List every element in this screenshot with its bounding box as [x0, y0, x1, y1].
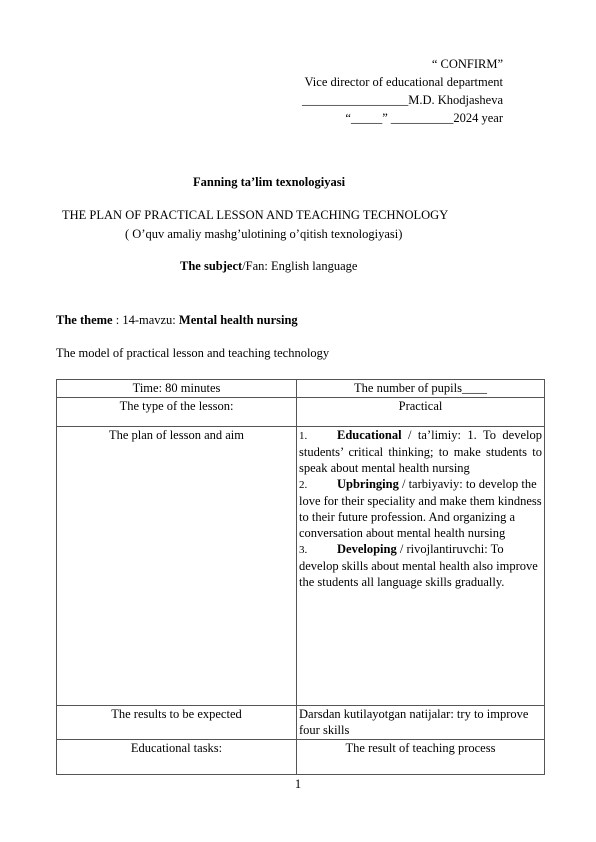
plan-label-cell: The plan of lesson and aim [57, 427, 297, 706]
table-row [57, 380, 545, 398]
time-cell: Time: 80 minutes [57, 380, 297, 398]
subject-value: /Fan: English language [242, 259, 358, 273]
approver-position: Vice director of educational department [304, 75, 503, 89]
signature-line: _________________M.D. Khodjasheva [301, 93, 503, 107]
aim-text: / ta’limiy: 1. To develop students’ critical thinking; to make students to speak about mental health nursing [299, 428, 542, 475]
confirm-heading: “ CONFIRM” [431, 57, 503, 71]
date-line: “_____” __________2024 year [345, 111, 503, 125]
aim-upbringing [299, 476, 542, 541]
theme-value: Mental health nursing [178, 313, 298, 327]
plan-title: THE PLAN OF PRACTICAL LESSON AND TEACHING TECHNOLOGY [62, 208, 449, 222]
table-row [57, 740, 545, 775]
aim-title: Developing [337, 542, 397, 556]
aim-number: 2. [299, 479, 308, 491]
subject-title-text: Fanning ta’lim texnologiyasi [193, 175, 346, 189]
theme-line [56, 312, 298, 328]
document-subject-title [193, 174, 345, 190]
aim-number: 1. [299, 430, 308, 442]
theme-label: The theme [56, 313, 113, 327]
lesson-type-label: The type of the lesson: [57, 398, 297, 427]
pupils-cell: The number of pupils____ [297, 380, 545, 398]
aim-title: Upbringing [337, 477, 399, 491]
results-value: Darsdan kutilayotgan natijalar: try to improve four skills [297, 706, 545, 740]
lesson-type-value: Practical [297, 398, 545, 427]
tasks-label: Educational tasks: [57, 740, 297, 775]
aim-number: 3. [299, 544, 308, 556]
table-row [57, 427, 545, 706]
aim-educational [299, 427, 542, 476]
approval-block [302, 56, 503, 128]
page-number: 1 [294, 777, 302, 791]
aim-developing [299, 541, 542, 590]
results-label: The results to be expected [57, 706, 297, 740]
theme-topic-number: : 14-mavzu: [112, 313, 179, 327]
plan-subtitle: ( O’quv amaliy mashg’ulotining o’qitish texnologiyasi) [125, 227, 403, 241]
aim-text: / rivojlantiruvchi: To develop skills about mental health also improve the students all language skills gradually. [299, 542, 538, 589]
subject-line [180, 258, 357, 274]
process-label: The result of teaching process [297, 740, 545, 775]
subject-label: The subject [180, 259, 243, 273]
aim-text: / tarbiyaviy: to develop the love for their speciality and make them kindness to their future profession. And organizing a conversation about mental health nursing [299, 477, 542, 540]
aim-title: Educational [337, 428, 402, 442]
table-row [57, 398, 545, 427]
lesson-plan-table [56, 379, 545, 775]
table-row [57, 706, 545, 740]
model-line: The model of practical lesson and teaching technology [56, 346, 330, 360]
aims-cell [297, 427, 545, 706]
